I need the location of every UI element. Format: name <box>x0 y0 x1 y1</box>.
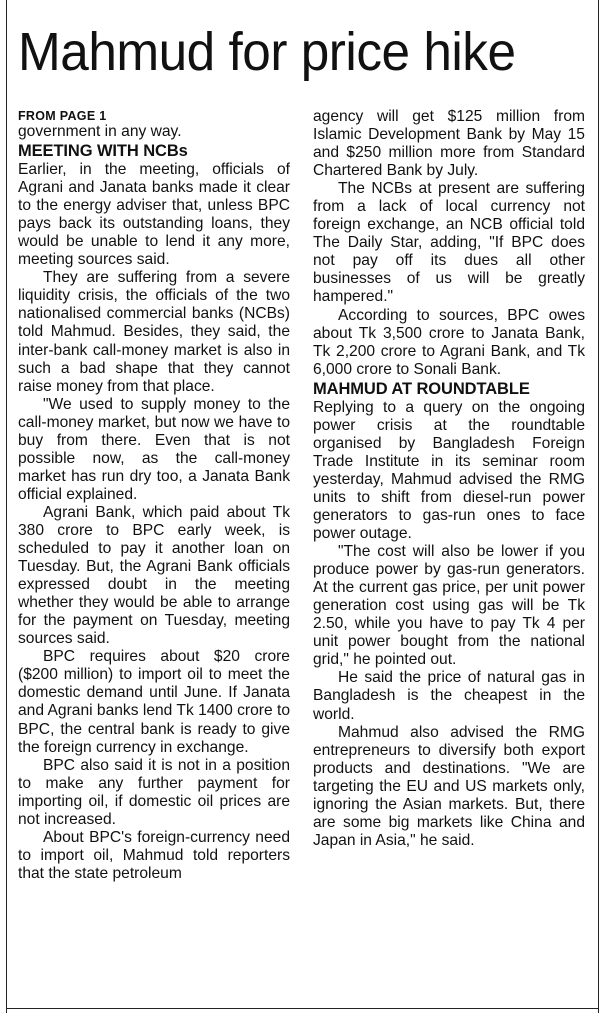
continuation-paragraph: agency will get $125 million from Islamic Development Bank by May 15 and $250 million more from Standard Chartered Bank by July. <box>313 108 585 180</box>
paragraph: BPC also said it is not in a position to make any further payment for importing oil, if domestic oil prices are not increased. <box>18 756 290 828</box>
kicker-from-page: FROM PAGE 1 <box>18 109 107 123</box>
paragraph: "We used to supply money to the call-money market, but now we have to buy from there. Even that is not possible now, as the call-money market has run dry too, a Janata Bank official explained. <box>18 395 290 503</box>
right-border-rule <box>598 0 599 1013</box>
paragraph: Replying to a query on the ongoing power crisis at the roundtable organised by Bangladesh Foreign Trade Institute in its seminar room yesterday, Mahmud advised the RMG units to shift from diesel-run power generators to gas-run ones to face power outage. <box>313 398 585 543</box>
paragraph: Mahmud also advised the RMG entrepreneurs to diversify both export products and destinations. "We are targeting the EU and US markets only, ignoring the Asian markets. But, there are some big markets like China and Japan in Asia," he said. <box>313 723 585 849</box>
paragraph: Earlier, in the meeting, officials of Agrani and Janata banks made it clear to the energy adviser that, unless BPC pays back its outstanding loans, they would be unable to lend it any more, meeting sources said. <box>18 161 290 269</box>
headline: Mahmud for price hike <box>18 22 516 82</box>
paragraph: According to sources, BPC owes about Tk 3,500 crore to Janata Bank, Tk 2,200 crore to Agrani Bank, and Tk 6,000 crore to Sonali Bank. <box>313 306 585 378</box>
bottom-border-rule <box>6 1008 599 1009</box>
paragraph: About BPC's foreign-currency need to import oil, Mahmud told reporters that the state petroleum <box>18 828 290 882</box>
paragraph: The NCBs at present are suffering from a lack of local currency not foreign exchange, an NCB official told The Daily Star, adding, "If BPC does not pay off its dues all other businesses of us will be greatly hampered." <box>313 180 585 306</box>
paragraph: He said the price of natural gas in Bangladesh is the cheapest in the world. <box>313 669 585 723</box>
subhead-meeting-with-ncbs: MEETING WITH NCBs <box>18 142 188 161</box>
lead-line: government in any way. <box>18 123 182 140</box>
subhead-mahmud-at-roundtable: MAHMUD AT ROUNDTABLE <box>313 379 530 398</box>
paragraph: They are suffering from a severe liquidity crisis, the officials of the two nationalised commercial banks (NCBs) told Mahmud. Besides, they said, the inter-bank call-money market is also in such a bad shape that they cannot raise money from that place. <box>18 269 290 395</box>
paragraph: "The cost will also be lower if you produce power by gas-run generators. At the current gas price, per unit power generation cost using gas will be Tk 2.50, while you have to pay Tk 4 per unit power bought from the national grid," he pointed out. <box>313 543 585 669</box>
left-border-rule <box>6 0 7 1013</box>
paragraph: BPC requires about $20 crore ($200 million) to import oil to meet the domestic demand until June. If Janata and Agrani banks lend Tk 1400 crore to BPC, the central bank is ready to give the foreign currency in exchange. <box>18 648 290 756</box>
left-column <box>18 109 290 883</box>
right-column <box>313 108 585 850</box>
paragraph: Agrani Bank, which paid about Tk 380 crore to BPC early week, is scheduled to pay it another loan on Tuesday. But, the Agrani Bank officials expressed doubt in the meeting whether they would be able to arrange for the payment on Tuesday, meeting sources said. <box>18 503 290 648</box>
